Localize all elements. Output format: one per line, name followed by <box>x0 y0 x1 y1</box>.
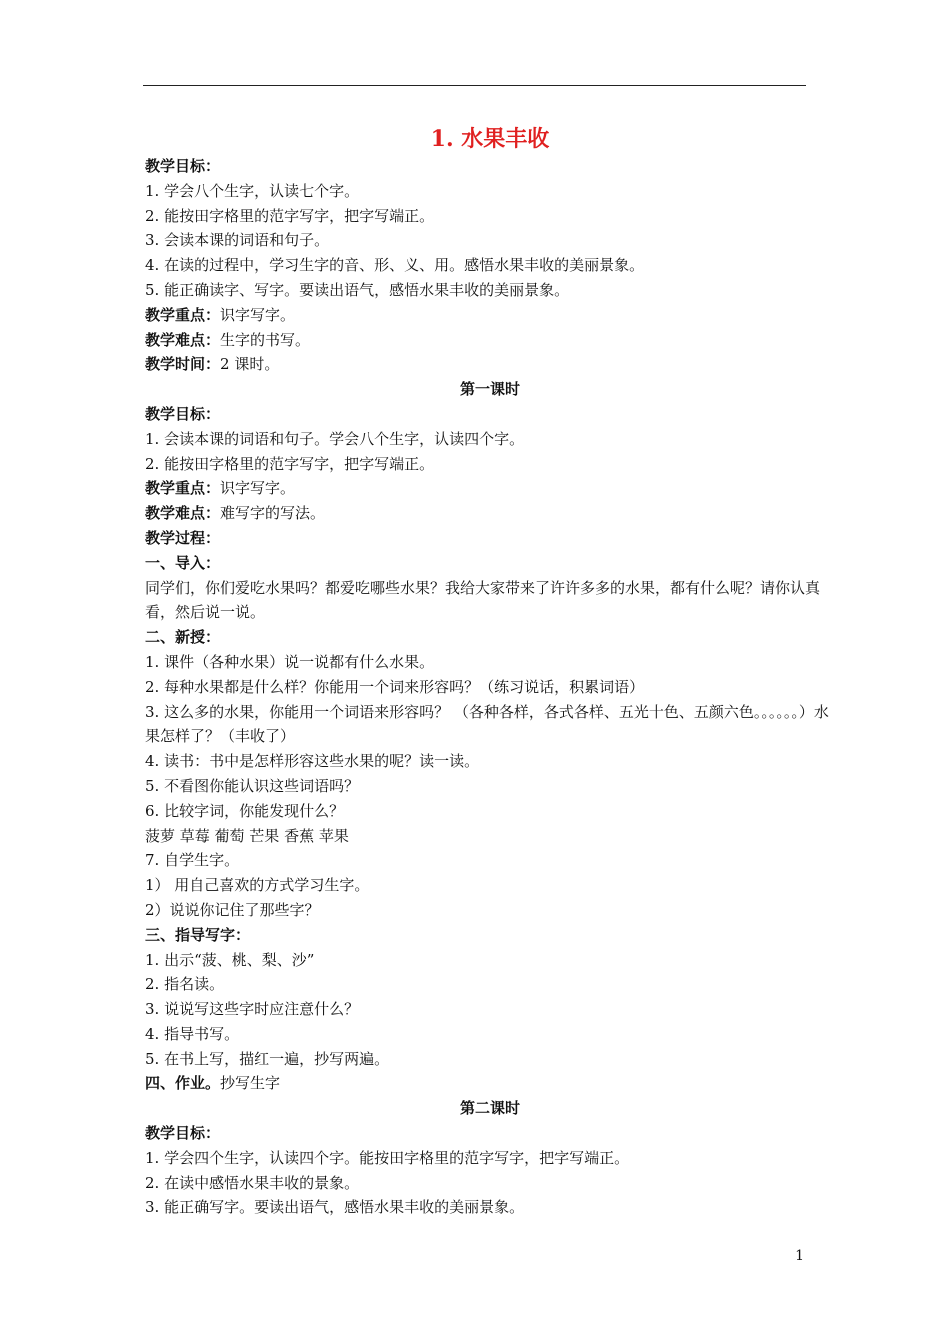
goal-item: 2. 能按田字格里的范字写字，把字写端正。 <box>145 206 435 225</box>
lesson1-key-label: 教学重点： <box>145 479 221 498</box>
goal-item: 3. 会读本课的词语和句子。 <box>145 231 330 250</box>
lesson2-goals-heading: 教学目标： <box>145 1124 221 1143</box>
new-lesson-heading: 二、新授： <box>145 628 221 647</box>
teaching-time <box>145 352 835 377</box>
key-point-value: 识字写字。 <box>220 305 296 324</box>
new-lesson-item: 2. 每种水果都是什么样？你能用一个词来形容吗？（练习说话，积累词语） <box>145 677 645 696</box>
writing-guide-item: 2. 指名读。 <box>145 975 225 994</box>
lesson1-goal-item: 1. 会读本课的词语和句子。学会八个生字，认读四个字。 <box>145 429 525 448</box>
teaching-time-label: 教学时间： <box>145 355 221 374</box>
lesson2-goal-item: 3. 能正确写字。要读出语气，感悟水果丰收的美丽景象。 <box>145 1198 525 1217</box>
homework-value: 抄写生字 <box>220 1074 281 1093</box>
difficulty <box>145 328 835 353</box>
writing-guide-item: 5. 在书上写，描红一遍，抄写两遍。 <box>145 1049 390 1068</box>
goal-item: 4. 在读的过程中，学习生字的音、形、义、用。感悟水果丰收的美丽景象。 <box>145 256 645 275</box>
writing-guide-heading: 三、指导写字： <box>145 925 251 944</box>
lesson1-difficulty-label: 教学难点： <box>145 504 221 523</box>
new-lesson-item: 7. 自学生字。 <box>145 851 240 870</box>
key-point <box>145 303 835 328</box>
intro-heading: 一、导入： <box>145 553 221 572</box>
new-lesson-item: 5. 不看图你能认识这些词语吗？ <box>145 776 360 795</box>
homework-label: 四、作业。 <box>145 1074 221 1093</box>
lesson2-goal-item: 2. 在读中感悟水果丰收的景象。 <box>145 1173 360 1192</box>
lesson1-difficulty <box>145 501 835 526</box>
lesson1-heading: 第一课时 <box>459 380 520 399</box>
difficulty-label: 教学难点： <box>145 330 221 349</box>
key-point-label: 教学重点： <box>145 305 221 324</box>
lesson2-heading: 第二课时 <box>459 1099 520 1118</box>
goal-item: 1. 学会八个生字，认读七个字。 <box>145 181 360 200</box>
fruit-word-list: 菠萝 草莓 葡萄 芒果 香蕉 苹果 <box>145 826 349 845</box>
goals-heading: 教学目标： <box>145 157 221 175</box>
lesson1-goal-item: 2. 能按田字格里的范字写字，把字写端正。 <box>145 454 435 473</box>
writing-guide-item: 4. 指导书写。 <box>145 1024 240 1043</box>
writing-guide-item: 1. 出示“菠、桃、梨、沙” <box>145 950 315 969</box>
new-lesson-subitem: 1） 用自己喜欢的方式学习生字。 <box>145 876 370 895</box>
new-lesson-subitem: 2）说说你记住了那些字？ <box>145 900 320 919</box>
lesson1-key-point <box>145 476 835 501</box>
writing-guide-item: 3. 说说写这些字时应注意什么？ <box>145 1000 360 1019</box>
new-lesson-item: 1. 课件（各种水果）说一说都有什么水果。 <box>145 652 435 671</box>
teaching-time-value: 2 课时。 <box>220 355 280 374</box>
intro-paragraph: 同学们，你们爱吃水果吗？都爱吃哪些水果？我给大家带来了许许多多的水果，都有什么呢？请你认真看，然后说一说。 <box>145 578 821 622</box>
homework <box>145 1071 835 1096</box>
process-heading: 教学过程： <box>145 528 221 547</box>
new-lesson-item: 4. 读书：书中是怎样形容这些水果的呢？读一读。 <box>145 752 480 771</box>
lesson2-goal-item: 1. 学会四个生字，认读四个字。能按田字格里的范字写字，把字写端正。 <box>145 1148 630 1167</box>
lesson1-key-value: 识字写字。 <box>220 479 296 498</box>
header-rule <box>143 85 806 86</box>
document-body <box>145 124 835 1220</box>
new-lesson-item: 3. 这么多的水果，你能用一个词语来形容吗？ （各种各样，各式各样、五光十色、五颜六色。。。。。。）水果怎样了？（丰收了） <box>145 702 829 746</box>
lesson1-difficulty-value: 难写字的写法。 <box>220 504 326 523</box>
new-lesson-item: 6. 比较字词，你能发现什么？ <box>145 801 345 820</box>
goal-item: 5. 能正确读字、写字。要读出语气，感悟水果丰收的美丽景象。 <box>145 280 570 299</box>
page-number: 1 <box>795 1248 804 1264</box>
lesson1-goals-heading: 教学目标： <box>145 404 221 423</box>
difficulty-value: 生字的书写。 <box>220 330 311 349</box>
lesson-title: 1. 水果丰收 <box>430 126 550 152</box>
